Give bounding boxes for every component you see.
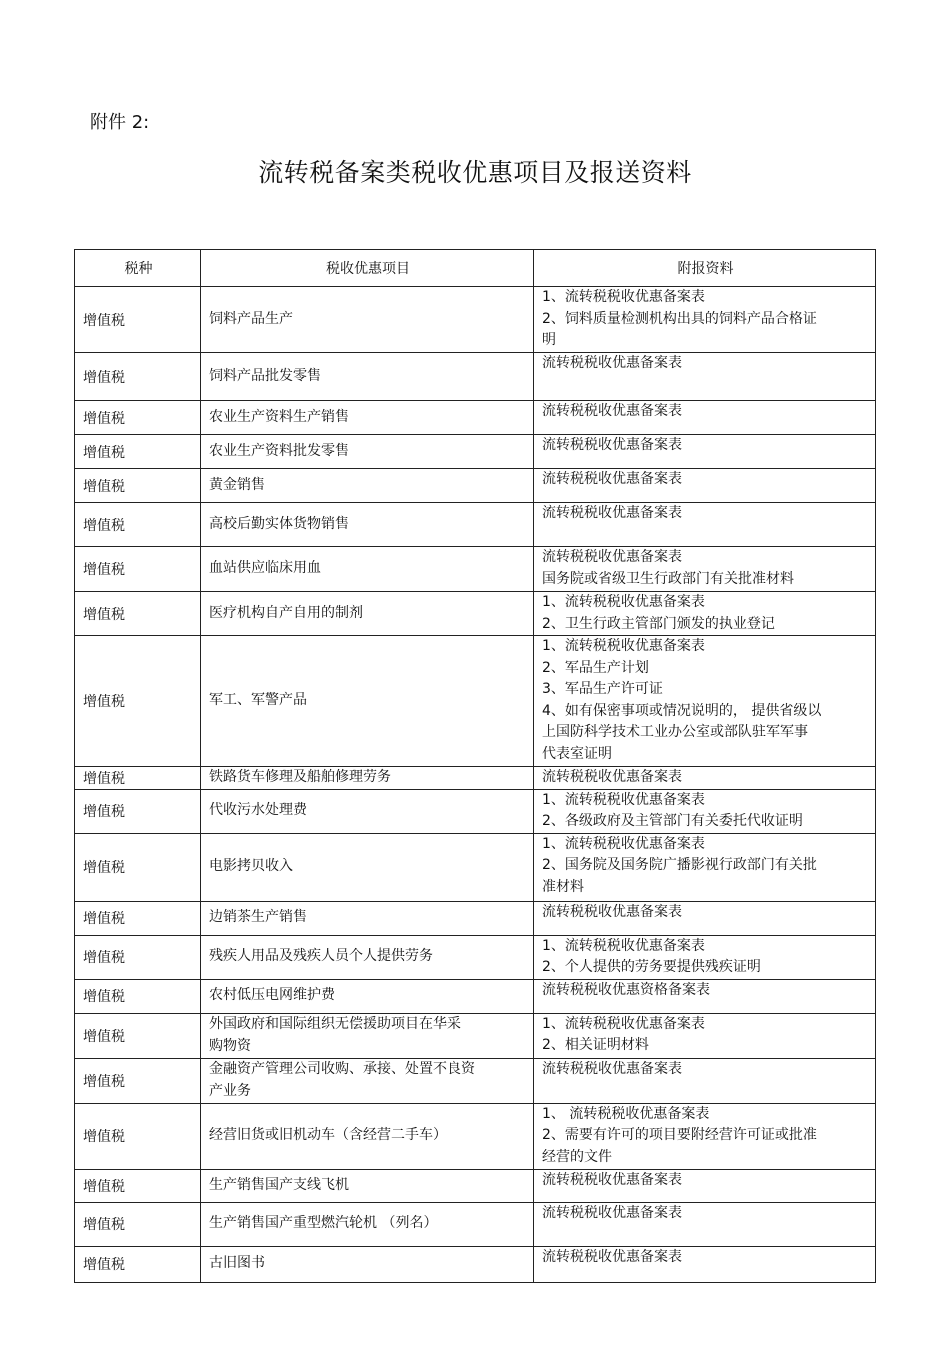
cell-incentive-item [201, 789, 534, 833]
item-text-line: 农村低压电网维护费 [209, 987, 335, 1004]
document-text-line: 流转税税收优惠备案表 [542, 505, 682, 521]
cell-incentive-item [201, 1103, 534, 1169]
cell-tax-type: 增值税 [75, 547, 201, 592]
table-row [75, 435, 876, 469]
cell-attached-documents [534, 287, 876, 353]
cell-attached-documents [534, 435, 876, 469]
document-text-line: 上国防科学技术工业办公室或部队驻军军事 [542, 724, 808, 740]
document-text-line: 流转税税收优惠备案表 [542, 1204, 682, 1221]
cell-incentive-item [201, 1013, 534, 1058]
document-text-line: 2、饲料质量检测机构出具的饲料产品合格证 [542, 310, 817, 327]
document-text-line: 1、流转税税收优惠备案表 [542, 791, 705, 808]
cell-incentive-item [201, 1246, 534, 1282]
cell-incentive-item [201, 767, 534, 790]
cell-incentive-item [201, 1058, 534, 1103]
document-text-line: 流转税税收优惠备案表 [542, 437, 682, 453]
table-row [75, 592, 876, 636]
document-text-line: 代表室证明 [542, 745, 612, 762]
cell-attached-documents [534, 789, 876, 833]
cell-attached-documents [534, 401, 876, 435]
cell-incentive-item [201, 401, 534, 435]
item-text-line: 医疗机构自产自用的制剂 [209, 604, 363, 621]
tax-incentive-table [74, 249, 876, 1283]
table-row [75, 401, 876, 435]
cell-tax-type: 增值税 [75, 401, 201, 435]
cell-tax-type: 增值税 [75, 1058, 201, 1103]
cell-incentive-item [201, 833, 534, 901]
document-text-line: 1、 流转税税收优惠备案表 [542, 1105, 710, 1122]
table-row [75, 469, 876, 503]
cell-attached-documents [534, 1246, 876, 1282]
document-text-line: 1、流转税税收优惠备案表 [542, 937, 705, 954]
item-text-line: 生产销售国产支线飞机 [209, 1176, 349, 1193]
document-text-line: 准材料 [542, 878, 584, 895]
cell-attached-documents [534, 592, 876, 636]
document-text-line: 流转税税收优惠资格备案表 [542, 981, 710, 998]
header-attached-documents: 附报资料 [534, 250, 876, 287]
cell-tax-type: 增值税 [75, 592, 201, 636]
document-text-line: 2、国务院及国务院广播影视行政部门有关批 [542, 857, 817, 873]
cell-attached-documents [534, 767, 876, 790]
cell-attached-documents [534, 469, 876, 503]
item-text-line: 高校后勤实体货物销售 [209, 515, 349, 532]
cell-attached-documents [534, 833, 876, 901]
table-header-row [75, 250, 876, 287]
table-row [75, 789, 876, 833]
document-text-line: 流转税税收优惠备案表 [542, 1171, 682, 1188]
document-text-line: 流转税税收优惠备案表 [542, 903, 682, 920]
document-text-line: 2、军品生产计划 [542, 659, 649, 676]
cell-tax-type: 增值税 [75, 833, 201, 901]
cell-incentive-item [201, 287, 534, 353]
cell-tax-type: 增值税 [75, 789, 201, 833]
cell-attached-documents [534, 503, 876, 547]
cell-attached-documents [534, 979, 876, 1013]
document-text-line: 2、各级政府及主管部门有关委托代收证明 [542, 813, 803, 829]
item-text-line: 军工、军警产品 [209, 692, 307, 709]
cell-tax-type: 增值税 [75, 979, 201, 1013]
cell-tax-type: 增值税 [75, 1169, 201, 1202]
cell-tax-type: 增值税 [75, 435, 201, 469]
cell-attached-documents [534, 1202, 876, 1246]
item-text-line: 产业务 [209, 1082, 251, 1099]
item-text-line: 饲料产品生产 [209, 310, 293, 327]
document-text-line: 2、相关证明材料 [542, 1037, 649, 1053]
table-row [75, 833, 876, 901]
cell-attached-documents [534, 1058, 876, 1103]
table-row [75, 767, 876, 790]
document-text-line: 1、流转税税收优惠备案表 [542, 289, 705, 305]
document-text-line: 2、需要有许可的项目要附经营许可证或批准 [542, 1127, 817, 1143]
document-text-line: 1、流转税税收优惠备案表 [542, 594, 705, 610]
table-row [75, 1169, 876, 1202]
item-text-line: 饲料产品批发零售 [209, 367, 321, 384]
item-text-line: 血站供应临床用血 [209, 560, 321, 577]
item-text-line: 外国政府和国际组织无偿援助项目在华采 [209, 1016, 461, 1032]
cell-incentive-item [201, 1202, 534, 1246]
cell-tax-type: 增值税 [75, 469, 201, 503]
item-text-line: 边销茶生产销售 [209, 909, 307, 926]
cell-tax-type: 增值税 [75, 901, 201, 935]
document-text-line: 4、如有保密事项或情况说明的， 提供省级以 [542, 702, 822, 719]
cell-incentive-item [201, 1169, 534, 1202]
table-row [75, 1202, 876, 1246]
table-row [75, 979, 876, 1013]
item-text-line: 铁路货车修理及船舶修理劳务 [209, 769, 391, 785]
document-text-line: 流转税税收优惠备案表 [542, 549, 682, 565]
item-text-line: 农业生产资料批发零售 [209, 442, 349, 459]
cell-attached-documents [534, 636, 876, 767]
cell-incentive-item [201, 547, 534, 592]
cell-incentive-item [201, 636, 534, 767]
table-row [75, 901, 876, 935]
cell-incentive-item [201, 353, 534, 401]
cell-tax-type: 增值税 [75, 1103, 201, 1169]
document-text-line: 流转税税收优惠备案表 [542, 769, 682, 785]
header-incentive-item: 税收优惠项目 [201, 250, 534, 287]
table-row [75, 1103, 876, 1169]
cell-attached-documents [534, 901, 876, 935]
cell-incentive-item [201, 469, 534, 503]
table-row [75, 1058, 876, 1103]
item-text-line: 代收污水处理费 [209, 802, 307, 819]
cell-tax-type: 增值税 [75, 503, 201, 547]
item-text-line: 黄金销售 [209, 476, 265, 493]
table-row [75, 935, 876, 979]
table-row [75, 1246, 876, 1282]
attachment-label: 附件 2: [90, 112, 150, 133]
item-text-line: 购物资 [209, 1037, 251, 1054]
document-text-line: 国务院或省级卫生行政部门有关批准材料 [542, 570, 794, 587]
cell-tax-type: 增值税 [75, 1202, 201, 1246]
cell-incentive-item [201, 435, 534, 469]
cell-incentive-item [201, 935, 534, 979]
document-text-line: 2、卫生行政主管部门颁发的执业登记 [542, 615, 775, 632]
item-text-line: 经营旧货或旧机动车（含经营二手车） [209, 1127, 447, 1144]
item-text-line: 古旧图书 [209, 1255, 265, 1272]
table-row [75, 636, 876, 767]
cell-tax-type: 增值税 [75, 353, 201, 401]
table-row [75, 353, 876, 401]
cell-incentive-item [201, 901, 534, 935]
document-text-line: 流转税税收优惠备案表 [542, 1248, 682, 1265]
cell-tax-type: 增值税 [75, 1246, 201, 1282]
table-row [75, 503, 876, 547]
document-text-line: 2、个人提供的劳务要提供残疾证明 [542, 959, 761, 975]
document-text-line: 流转税税收优惠备案表 [542, 355, 682, 371]
document-text-line: 经营的文件 [542, 1148, 612, 1165]
table-row [75, 287, 876, 353]
document-text-line: 3、军品生产许可证 [542, 681, 663, 697]
cell-tax-type: 增值税 [75, 767, 201, 790]
document-text-line: 1、流转税税收优惠备案表 [542, 638, 705, 654]
table-row [75, 547, 876, 592]
cell-tax-type: 增值税 [75, 636, 201, 767]
item-text-line: 农业生产资料生产销售 [209, 408, 349, 425]
document-text-line: 流转税税收优惠备案表 [542, 403, 682, 419]
cell-tax-type: 增值税 [75, 1013, 201, 1058]
cell-tax-type: 增值税 [75, 935, 201, 979]
cell-incentive-item [201, 503, 534, 547]
item-text-line: 金融资产管理公司收购、承接、处置不良资 [209, 1061, 475, 1077]
item-text-line: 生产销售国产重型燃汽轮机 （列名） [209, 1215, 438, 1232]
cell-attached-documents [534, 1103, 876, 1169]
header-tax-type: 税种 [75, 250, 201, 287]
cell-attached-documents [534, 1013, 876, 1058]
document-text-line: 1、流转税税收优惠备案表 [542, 835, 705, 852]
page-title: 流转税备案类税收优惠项目及报送资料 [258, 158, 692, 187]
document-text-line: 流转税税收优惠备案表 [542, 1060, 682, 1077]
cell-attached-documents [534, 353, 876, 401]
cell-attached-documents [534, 935, 876, 979]
document-text-line: 1、流转税税收优惠备案表 [542, 1015, 705, 1032]
table-row [75, 1013, 876, 1058]
document-text-line: 流转税税收优惠备案表 [542, 471, 682, 487]
cell-incentive-item [201, 592, 534, 636]
cell-incentive-item [201, 979, 534, 1013]
cell-tax-type: 增值税 [75, 287, 201, 353]
item-text-line: 电影拷贝收入 [209, 858, 293, 875]
cell-attached-documents [534, 547, 876, 592]
document-text-line: 明 [542, 332, 556, 348]
cell-attached-documents [534, 1169, 876, 1202]
item-text-line: 残疾人用品及残疾人员个人提供劳务 [209, 948, 433, 965]
